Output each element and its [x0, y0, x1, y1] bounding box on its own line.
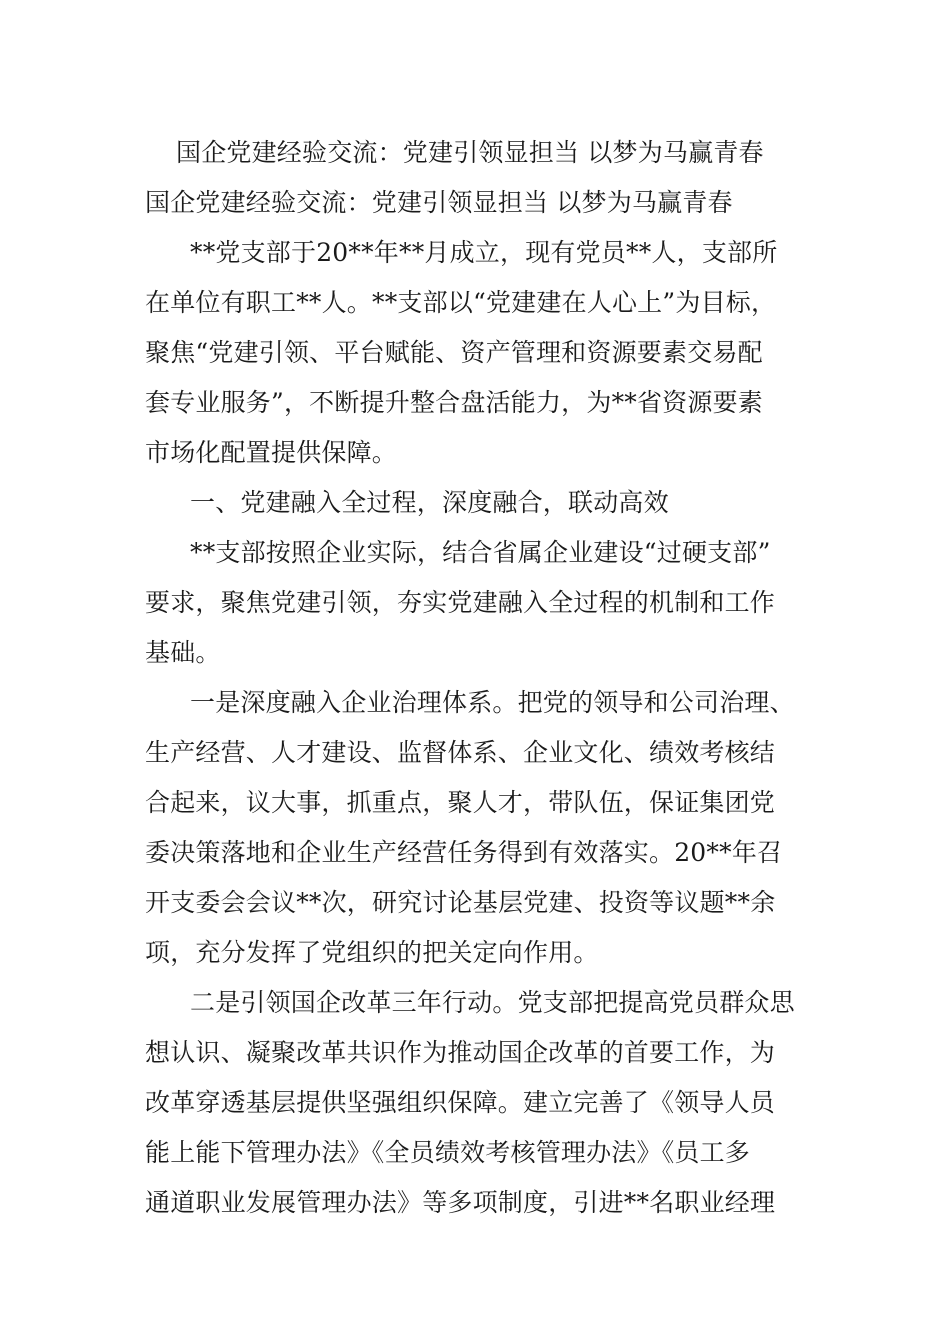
body-line: 二是引领国企改革三年行动。党支部把提高党员群众思: [190, 988, 795, 1017]
body-line: 通道职业发展管理办法》等多项制度，引进**名职业经理: [145, 1188, 776, 1217]
body-line: 市场化配置提供保障。: [145, 438, 398, 467]
section-heading: 一、党建融入全过程，深度融合，联动高效: [190, 488, 669, 517]
body-line: **党支部于20**年**月成立，现有党员**人，支部所: [190, 238, 778, 267]
body-line: 套专业服务”，不断提升整合盘活能力，为**省资源要素: [145, 388, 763, 417]
document-title-repeat: 国企党建经验交流：党建引领显担当 以梦为马赢青春: [145, 188, 733, 217]
body-line: **支部按照企业实际，结合省属企业建设“过硬支部”: [190, 538, 771, 567]
body-line: 在单位有职工**人。**支部以“党建建在人心上”为目标，: [145, 288, 777, 317]
body-line: 聚焦“党建引领、平台赋能、资产管理和资源要素交易配: [145, 338, 763, 367]
document-title: 国企党建经验交流：党建引领显担当 以梦为马赢青春: [176, 138, 764, 167]
body-line: 基础。: [145, 638, 221, 667]
body-line: 项，充分发挥了党组织的把关定向作用。: [145, 938, 599, 967]
body-line: 改革穿透基层提供坚强组织保障。建立完善了《领导人员: [145, 1088, 776, 1117]
body-line: 生产经营、人才建设、监督体系、企业文化、绩效考核结: [145, 738, 776, 767]
body-line: 能上能下管理办法》《全员绩效考核管理办法》《员工多: [145, 1138, 751, 1167]
body-line: 一是深度融入企业治理体系。把党的领导和公司治理、: [190, 688, 795, 717]
body-line: 委决策落地和企业生产经营任务得到有效落实。20**年召: [145, 838, 783, 867]
body-line: 想认识、凝聚改革共识作为推动国企改革的首要工作，为: [145, 1038, 776, 1067]
body-line: 开支委会会议**次，研究讨论基层党建、投资等议题**余: [145, 888, 776, 917]
body-line: 合起来，议大事，抓重点，聚人才，带队伍，保证集团党: [145, 788, 776, 817]
body-line: 要求，聚焦党建引领，夯实党建融入全过程的机制和工作: [145, 588, 776, 617]
